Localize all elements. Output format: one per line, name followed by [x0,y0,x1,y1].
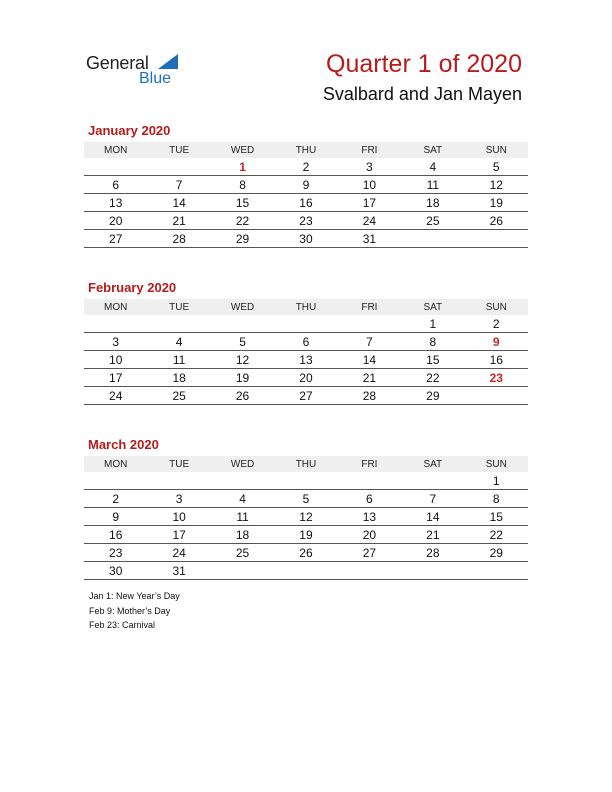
day-cell [274,562,337,580]
day-cell: 15 [401,351,464,369]
week-row [84,508,528,526]
day-cell: 22 [465,526,528,544]
day-cell [338,562,401,580]
weekday-header: SUN [465,456,528,472]
calendar-table [84,142,528,248]
calendar-table [84,456,528,580]
day-cell: 5 [211,333,274,351]
week-row [84,472,528,490]
day-cell [211,472,274,490]
day-cell: 7 [401,490,464,508]
weekday-header: THU [274,142,337,158]
day-cell: 10 [147,508,210,526]
day-cell [465,562,528,580]
holiday-notes [89,589,180,633]
weekday-header: SAT [401,142,464,158]
week-row [84,387,528,405]
day-cell: 8 [401,333,464,351]
day-cell: 29 [465,544,528,562]
day-cell: 1 [465,472,528,490]
day-cell: 5 [465,158,528,176]
day-cell [401,562,464,580]
day-cell: 15 [211,194,274,212]
day-cell: 24 [338,212,401,230]
day-cell: 28 [338,387,401,405]
weekday-header: SAT [401,456,464,472]
week-row [84,230,528,248]
day-cell: 2 [274,158,337,176]
logo-blue-text: Blue [139,70,172,87]
day-cell: 9 [465,333,528,351]
day-cell: 25 [401,212,464,230]
week-row [84,490,528,508]
day-cell: 12 [274,508,337,526]
generalblue-logo [86,50,196,90]
day-cell: 27 [84,230,147,248]
day-cell: 22 [401,369,464,387]
day-cell [84,158,147,176]
day-cell: 23 [84,544,147,562]
day-cell: 31 [147,562,210,580]
day-cell: 12 [211,351,274,369]
month-title: March 2020 [88,437,159,452]
day-cell: 24 [147,544,210,562]
logo-triangle-icon [158,54,178,69]
weekday-header: FRI [338,456,401,472]
day-cell: 7 [147,176,210,194]
day-cell [147,158,210,176]
page-title: Quarter 1 of 2020 [326,50,522,78]
month-title: February 2020 [88,280,177,295]
day-cell: 18 [147,369,210,387]
weekday-header: SAT [401,299,464,315]
day-cell [338,315,401,333]
day-cell [338,472,401,490]
week-row [84,526,528,544]
day-cell: 19 [211,369,274,387]
day-cell [465,230,528,248]
day-cell [211,562,274,580]
day-cell [84,472,147,490]
day-cell [147,472,210,490]
day-cell: 22 [211,212,274,230]
day-cell: 31 [338,230,401,248]
month-march [84,437,528,580]
day-cell: 23 [465,369,528,387]
weekday-header: TUE [147,299,210,315]
weekday-header: WED [211,299,274,315]
day-cell: 17 [338,194,401,212]
month-february [84,280,528,405]
weekday-header: MON [84,142,147,158]
weekday-header: MON [84,456,147,472]
day-cell: 18 [211,526,274,544]
weekday-header: THU [274,456,337,472]
day-cell: 21 [401,526,464,544]
day-cell: 25 [211,544,274,562]
week-row [84,351,528,369]
day-cell: 2 [465,315,528,333]
day-cell [211,315,274,333]
day-cell: 18 [401,194,464,212]
day-cell: 6 [338,490,401,508]
week-row [84,333,528,351]
day-cell: 13 [338,508,401,526]
day-cell: 7 [338,333,401,351]
day-cell: 29 [401,387,464,405]
day-cell: 15 [465,508,528,526]
day-cell: 11 [401,176,464,194]
month-january [84,123,528,248]
day-cell: 3 [338,158,401,176]
page-subtitle: Svalbard and Jan Mayen [322,84,522,104]
week-row [84,562,528,580]
day-cell: 27 [274,387,337,405]
day-cell: 9 [84,508,147,526]
day-cell: 16 [465,351,528,369]
day-cell: 2 [84,490,147,508]
day-cell: 3 [84,333,147,351]
day-cell: 16 [274,194,337,212]
day-cell [401,472,464,490]
day-cell: 4 [147,333,210,351]
weekday-header: MON [84,299,147,315]
day-cell: 30 [274,230,337,248]
day-cell: 10 [84,351,147,369]
day-cell: 4 [401,158,464,176]
week-row [84,212,528,230]
weekday-header: WED [211,142,274,158]
day-cell: 26 [465,212,528,230]
day-cell: 14 [147,194,210,212]
day-cell: 27 [338,544,401,562]
day-cell: 21 [338,369,401,387]
day-cell: 4 [211,490,274,508]
weekday-header: THU [274,299,337,315]
day-cell: 24 [84,387,147,405]
day-cell: 23 [274,212,337,230]
day-cell [84,315,147,333]
day-cell: 6 [84,176,147,194]
day-cell: 1 [211,158,274,176]
day-cell [274,315,337,333]
weekday-header: SUN [465,299,528,315]
day-cell: 3 [147,490,210,508]
week-row [84,369,528,387]
day-cell: 20 [84,212,147,230]
day-cell: 5 [274,490,337,508]
day-cell: 8 [465,490,528,508]
day-cell: 6 [274,333,337,351]
day-cell: 17 [84,369,147,387]
day-cell [401,230,464,248]
holiday-note: Jan 1: New Year’s Day [89,591,180,601]
weekday-header: FRI [338,142,401,158]
day-cell: 20 [274,369,337,387]
day-cell: 30 [84,562,147,580]
day-cell: 26 [211,387,274,405]
week-row [84,176,528,194]
day-cell: 26 [274,544,337,562]
day-cell: 11 [211,508,274,526]
weekday-header: TUE [147,142,210,158]
day-cell: 29 [211,230,274,248]
day-cell: 14 [401,508,464,526]
holiday-note: Feb 9: Mother’s Day [89,605,171,616]
month-title: January 2020 [88,123,171,138]
weekday-header: SUN [465,142,528,158]
day-cell: 19 [465,194,528,212]
day-cell: 20 [338,526,401,544]
day-cell: 13 [84,194,147,212]
logo-general-text: General [86,53,149,73]
day-cell [147,315,210,333]
day-cell: 28 [401,544,464,562]
day-cell: 21 [147,212,210,230]
day-cell: 16 [84,526,147,544]
day-cell [465,387,528,405]
day-cell: 12 [465,176,528,194]
calendar-table [84,299,528,405]
day-cell: 13 [274,351,337,369]
day-cell: 8 [211,176,274,194]
day-cell: 19 [274,526,337,544]
weekday-header: FRI [338,299,401,315]
week-row [84,315,528,333]
day-cell: 25 [147,387,210,405]
week-row [84,544,528,562]
day-cell: 1 [401,315,464,333]
day-cell: 17 [147,526,210,544]
holiday-note: Feb 23: Carnival [89,620,156,630]
day-cell: 10 [338,176,401,194]
day-cell: 9 [274,176,337,194]
week-row [84,158,528,176]
weekday-header: TUE [147,456,210,472]
day-cell [274,472,337,490]
day-cell: 28 [147,230,210,248]
week-row [84,194,528,212]
day-cell: 11 [147,351,210,369]
weekday-header: WED [211,456,274,472]
day-cell: 14 [338,351,401,369]
